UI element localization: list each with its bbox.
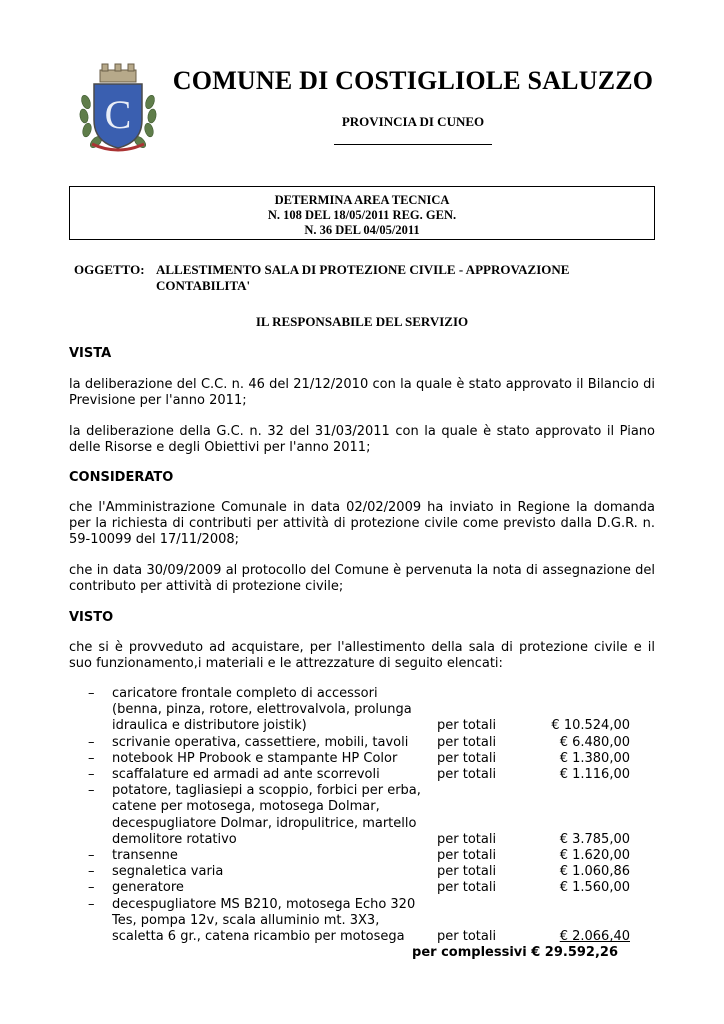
vista-heading: VISTA xyxy=(69,346,112,361)
list-item xyxy=(88,897,648,946)
list-dash: – xyxy=(88,686,95,701)
list-dash: – xyxy=(88,896,95,912)
municipal-crest-logo xyxy=(78,62,158,154)
item-amount: € 1.620,00 xyxy=(559,848,630,864)
list-dash: – xyxy=(88,750,95,766)
list-item xyxy=(88,767,648,783)
vista-paragraph-2: la deliberazione della G.C. n. 32 del 31/03/2011 con la quale è stato approvato il Piano delle Risorse e degli Obiettivi per l'anno 2011; xyxy=(69,424,655,455)
header-divider xyxy=(334,144,492,145)
item-description: caricatore frontale completo di accessori (benna, pinza, rotore, elettrovalvola, prolunga idraulica e distributore joistik) xyxy=(112,686,412,734)
item-amount: € 1.380,00 xyxy=(559,750,630,766)
list-item xyxy=(88,880,648,896)
determina-box xyxy=(69,186,655,240)
item-per-totali: per totali xyxy=(437,831,497,847)
list-dash: – xyxy=(88,864,95,880)
item-amount: € 6.480,00 xyxy=(559,734,630,750)
item-description: scaffalature ed armadi ad ante scorrevoli xyxy=(112,767,380,783)
list-dash: – xyxy=(88,767,95,783)
item-amount: € 10.524,00 xyxy=(551,718,630,734)
considerato-paragraph-1: che l'Amministrazione Comunale in data 02/02/2009 ha inviato in Regione la domanda per la richiesta di contributi per attività di protezione civile come previsto dalla D.G.R. n. 59-10099 del 17/11/2008; xyxy=(69,500,655,547)
item-amount: € 1.060,86 xyxy=(559,864,630,880)
item-per-totali: per totali xyxy=(437,750,497,766)
list-item xyxy=(88,864,648,880)
item-description: notebook HP Probook e stampante HP Color xyxy=(112,750,398,766)
item-per-totali: per totali xyxy=(437,864,497,880)
grand-total: per complessivi € 29.592,26 xyxy=(412,945,618,960)
item-per-totali: per totali xyxy=(437,734,497,750)
item-description: segnaletica varia xyxy=(112,864,224,880)
determina-line-2: N. 108 DEL 18/05/2011 REG. GEN. xyxy=(267,208,457,222)
subject-label: OGGETTO: xyxy=(74,262,145,277)
item-per-totali: per totali xyxy=(437,718,497,734)
determina-line-3: N. 36 DEL 04/05/2011 xyxy=(304,223,420,237)
item-per-totali: per totali xyxy=(437,929,497,945)
considerato-paragraph-2: che in data 30/09/2009 al protocollo del Comune è pervenuta la nota di assegnazione del contributo per attività di protezione civile; xyxy=(69,563,655,594)
item-amount: € 1.116,00 xyxy=(559,767,630,783)
province-label: PROVINCIA DI CUNEO xyxy=(341,114,485,129)
subject-text-line-1: ALLESTIMENTO SALA DI PROTEZIONE CIVILE - APPROVAZIONE xyxy=(156,262,570,277)
list-item xyxy=(88,751,648,767)
item-amount: € 3.785,00 xyxy=(559,831,630,847)
list-dash: – xyxy=(88,848,95,864)
list-dash: – xyxy=(88,734,95,750)
list-dash: – xyxy=(88,880,95,896)
municipality-title: COMUNE DI COSTIGLIOLE SALUZZO xyxy=(172,66,654,95)
item-description: scrivanie operativa, cassettiere, mobili, tavoli xyxy=(112,734,409,750)
determina-line-1: DETERMINA AREA TECNICA xyxy=(274,193,450,207)
item-per-totali: per totali xyxy=(437,848,497,864)
purchased-items-list xyxy=(88,686,648,945)
item-description: decespugliatore MS B210, motosega Echo 320 Tes, pompa 12v, scala alluminio mt. 3X3, scaletta 6 gr., catena ricambio per motosega xyxy=(112,896,416,945)
considerato-heading: CONSIDERATO xyxy=(69,470,174,485)
item-description: potatore, tagliasiepi a scoppio, forbici per erba, catene per motosega, motosega Dolmar, decespugliatore Dolmar, idropulitrice, martello demolitore rotativo xyxy=(112,783,421,847)
item-description: transenne xyxy=(112,848,178,864)
list-item xyxy=(88,848,648,864)
list-item xyxy=(88,686,648,735)
item-description: generatore xyxy=(112,880,184,896)
visto-heading: VISTO xyxy=(69,610,114,625)
list-dash: – xyxy=(88,783,95,799)
item-per-totali: per totali xyxy=(437,880,497,896)
vista-paragraph-1: la deliberazione del C.C. n. 46 del 21/12/2010 con la quale è stato approvato il Bilancio di Previsione per l'anno 2011; xyxy=(69,377,655,408)
list-item xyxy=(88,783,648,848)
list-item xyxy=(88,735,648,751)
crest-letter: C xyxy=(104,92,132,137)
subject-text xyxy=(156,262,656,294)
item-amount: € 2.066,40 xyxy=(559,929,630,945)
visto-paragraph-1: che si è provveduto ad acquistare, per l'allestimento della sala di protezione civile e il suo funzionamento,i materiali e le attrezzature di seguito elencati: xyxy=(69,640,655,671)
item-amount: € 1.560,00 xyxy=(559,880,630,896)
item-per-totali: per totali xyxy=(437,767,497,783)
subject-text-line-2: CONTABILITA' xyxy=(156,278,251,293)
responsabile-heading: IL RESPONSABILE DEL SERVIZIO xyxy=(255,314,469,329)
